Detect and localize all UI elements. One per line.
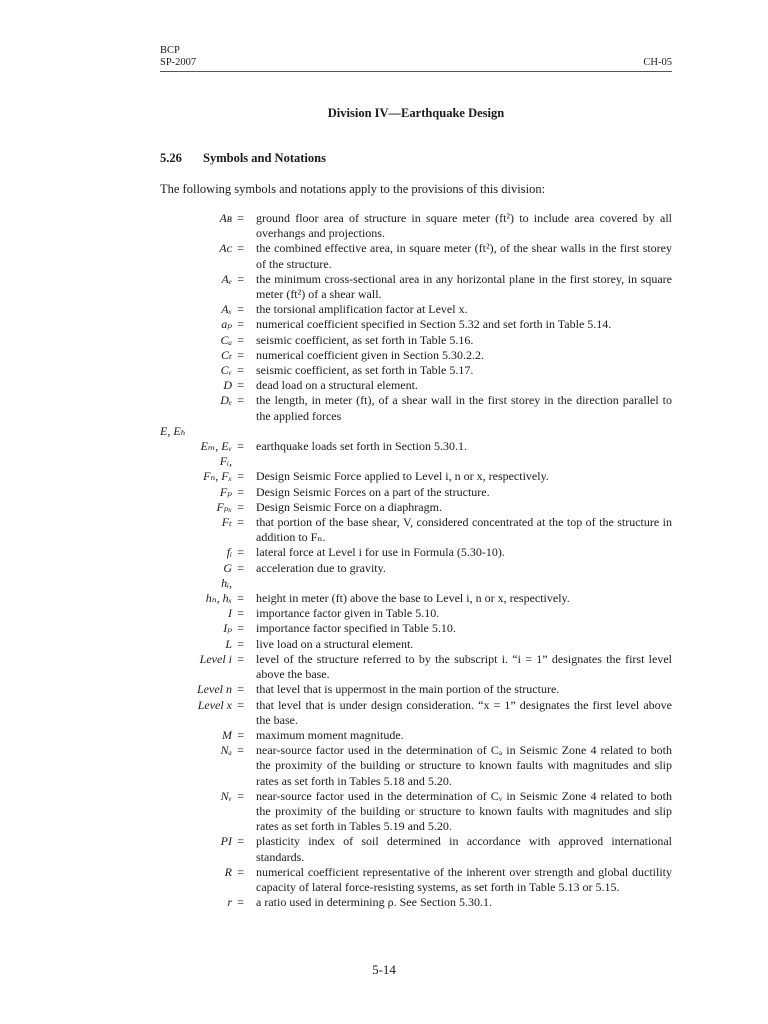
- definition-symbol: E, Eₕ: [160, 423, 186, 438]
- section-number: 5.26: [160, 151, 182, 165]
- definition-text: plasticity index of soil determined in accordance with approved international standards.: [256, 834, 672, 864]
- definition-row: [160, 500, 672, 515]
- definition-text: Design Seismic Forces on a part of the structure.: [256, 484, 490, 499]
- definition-text: that level that is under design consideration. “x = 1” designates the first level above the base.: [256, 697, 672, 727]
- definition-row: [160, 454, 672, 469]
- definition-row: [160, 728, 672, 743]
- definition-row: [160, 561, 672, 576]
- definition-text: seismic coefficient, as set forth in Table 5.16.: [256, 332, 474, 347]
- definition-symbol: aₚ: [221, 317, 232, 332]
- definition-symbol: fᵢ: [226, 545, 232, 560]
- definition-symbol: Nᵥ: [220, 788, 232, 803]
- definition-equals: =: [237, 834, 244, 849]
- definition-text: importance factor specified in Table 5.10.: [256, 621, 456, 636]
- definition-row: [160, 515, 672, 545]
- section-heading: [160, 151, 326, 166]
- definition-text: ground floor area of structure in square meter (ft²) to include area covered by all overhangs and projections.: [256, 211, 672, 241]
- definition-text: height in meter (ft) above the base to Level i, n or x, respectively.: [256, 591, 570, 606]
- definition-row: [160, 348, 672, 363]
- definition-row: [160, 621, 672, 636]
- definition-text: numerical coefficient representative of the inherent over strength and global ductility capacity of lateral force-resisting systems, as set forth in Table 5.13 or 5.15.: [256, 864, 672, 894]
- definition-symbol: hₙ, hₓ: [205, 591, 232, 606]
- definition-symbol: D: [223, 378, 232, 393]
- definition-row: [160, 393, 672, 423]
- definition-row: [160, 637, 672, 652]
- definition-equals: =: [237, 332, 244, 347]
- definition-symbol: Fᵢ,: [219, 454, 232, 469]
- definition-row: [160, 333, 672, 348]
- definition-row: [160, 591, 672, 606]
- definition-equals: =: [237, 621, 244, 636]
- definition-equals: =: [237, 727, 244, 742]
- definition-symbol: Eₘ, Eᵥ: [200, 439, 232, 454]
- definition-symbol: L: [225, 636, 232, 651]
- definition-equals: =: [237, 560, 244, 575]
- definition-symbol: R: [224, 864, 232, 879]
- definition-equals: =: [237, 439, 244, 454]
- definition-equals: =: [237, 499, 244, 514]
- definition-symbol: Fₜ: [221, 515, 232, 530]
- definition-row: [160, 272, 672, 302]
- definition-symbol: Aᴄ: [219, 241, 232, 256]
- definition-row: [160, 652, 672, 682]
- definition-row: [160, 302, 672, 317]
- definition-row: [160, 211, 672, 241]
- definition-row: [160, 485, 672, 500]
- definition-equals: =: [237, 241, 244, 256]
- definition-row: [160, 865, 672, 895]
- definition-row: [160, 545, 672, 560]
- definition-text: level of the structure referred to by the subscript i. “i = 1” designates the first level above the base.: [256, 651, 672, 682]
- definition-symbol: Dₑ: [220, 393, 232, 408]
- definition-symbol: Aₑ: [221, 271, 232, 286]
- definitions-list: [160, 211, 672, 910]
- definition-equals: =: [237, 317, 244, 332]
- definition-text: that portion of the base shear, V, considered concentrated at the top of the structure in addition to Fₙ.: [256, 515, 672, 545]
- definition-text: seismic coefficient, as set forth in Table 5.17.: [256, 363, 474, 378]
- definition-text: dead load on a structural element.: [256, 378, 418, 393]
- header-chapter: CH-05: [643, 57, 672, 68]
- definition-equals: =: [237, 788, 244, 803]
- definition-text: live load on a structural element.: [256, 636, 414, 651]
- definition-equals: =: [237, 271, 244, 286]
- definition-equals: =: [237, 743, 244, 758]
- definition-row: [160, 576, 672, 591]
- definition-text: numerical coefficient specified in Section 5.32 and set forth in Table 5.14.: [256, 317, 612, 332]
- definition-row: [160, 682, 672, 697]
- definition-equals: =: [237, 302, 244, 317]
- definition-symbol: G: [223, 560, 232, 575]
- definition-symbol: Level n: [197, 682, 232, 697]
- definition-equals: =: [237, 211, 244, 225]
- definition-text: the torsional amplification factor at Level x.: [256, 302, 468, 317]
- definition-text: numerical coefficient given in Section 5.30.2.2.: [256, 347, 485, 362]
- definition-row: [160, 424, 672, 439]
- definition-row: [160, 789, 672, 835]
- definition-equals: =: [237, 651, 244, 666]
- definition-equals: =: [237, 515, 244, 530]
- definition-symbol: I: [228, 606, 232, 621]
- definition-symbol: Fₚₓ: [216, 499, 232, 514]
- section-title: Symbols and Notations: [203, 151, 326, 165]
- definition-symbol: Aʙ: [219, 211, 232, 225]
- definition-symbol: Fₚ: [219, 484, 232, 499]
- definition-text: the minimum cross-sectional area in any horizontal plane in the first storey, in square meter (ft²) of a shear wall.: [256, 271, 672, 302]
- definition-equals: =: [237, 697, 244, 712]
- definition-symbol: PI: [220, 834, 232, 849]
- definition-row: [160, 469, 672, 484]
- definition-equals: =: [237, 363, 244, 378]
- definition-equals: =: [237, 895, 244, 910]
- definition-symbol: M: [222, 727, 232, 742]
- header-code: BCP: [160, 45, 180, 56]
- definition-text: maximum moment magnitude.: [256, 727, 404, 742]
- definition-symbol: Iₚ: [223, 621, 232, 636]
- definition-row: [160, 439, 672, 454]
- definition-equals: =: [237, 393, 244, 408]
- division-title: Division IV—Earthquake Design: [327, 106, 505, 120]
- definition-text: acceleration due to gravity.: [256, 560, 386, 575]
- definition-equals: =: [237, 864, 244, 879]
- definition-symbol: Level x: [197, 697, 232, 712]
- definition-row: [160, 743, 672, 789]
- definition-text: the combined effective area, in square meter (ft²), of the shear walls in the first storey of the structure.: [256, 241, 672, 271]
- definition-text: the length, in meter (ft), of a shear wall in the first storey in the direction parallel to the applied forces: [256, 393, 672, 423]
- definition-equals: =: [237, 484, 244, 499]
- definition-equals: =: [237, 636, 244, 651]
- page-number: 5-14: [372, 962, 396, 977]
- definition-symbol: Cₐ: [220, 332, 232, 347]
- definition-symbol: Cᵥ: [220, 363, 232, 378]
- definition-row: [160, 363, 672, 378]
- definition-symbol: Level i: [199, 651, 232, 666]
- definition-text: earthquake loads set forth in Section 5.30.1.: [256, 439, 467, 454]
- definition-equals: =: [237, 545, 244, 560]
- definition-row: [160, 834, 672, 864]
- definition-equals: =: [237, 606, 244, 621]
- definition-symbol: Nₐ: [220, 743, 232, 758]
- definition-symbol: Cₜ: [221, 347, 232, 362]
- header-edition: SP-2007: [160, 57, 197, 68]
- definition-text: a ratio used in determining ρ. See Section 5.30.1.: [256, 895, 492, 910]
- definition-text: near-source factor used in the determination of Cₐ in Seismic Zone 4 related to both the proximity of the building or structure to known faults with magnitudes and slip rates as set forth in Tables 5.18 and 5.20.: [256, 743, 672, 788]
- definition-text: near-source factor used in the determination of Cᵥ in Seismic Zone 4 related to both the proximity of the building or structure to known faults with magnitudes and slip rates as set forth in Tables 5.19 and 5.20.: [256, 788, 672, 834]
- header-rule: [160, 71, 672, 72]
- definition-row: [160, 378, 672, 393]
- definition-row: [160, 606, 672, 621]
- definition-text: that level that is uppermost in the main portion of the structure.: [256, 682, 560, 697]
- intro-text: The following symbols and notations apply to the provisions of this division:: [160, 182, 546, 196]
- definition-symbol: r: [227, 895, 232, 910]
- definition-equals: =: [237, 591, 244, 606]
- definition-symbol: hᵢ,: [221, 575, 232, 590]
- definition-text: lateral force at Level i for use in Formula (5.30-10).: [256, 545, 505, 560]
- definition-equals: =: [237, 469, 244, 484]
- definition-symbol: Aₓ: [221, 302, 232, 317]
- definition-symbol: Fₙ, Fₓ: [203, 469, 232, 484]
- definition-row: [160, 895, 672, 910]
- definition-row: [160, 317, 672, 332]
- running-header-left: [160, 45, 196, 69]
- definition-text: Design Seismic Force on a diaphragm.: [256, 499, 442, 514]
- definition-text: Design Seismic Force applied to Level i, n or x, respectively.: [256, 469, 549, 484]
- definition-equals: =: [237, 682, 244, 697]
- definition-row: [160, 241, 672, 271]
- definition-equals: =: [237, 378, 244, 393]
- definition-text: importance factor given in Table 5.10.: [256, 606, 440, 621]
- definition-equals: =: [237, 347, 244, 362]
- definition-row: [160, 698, 672, 728]
